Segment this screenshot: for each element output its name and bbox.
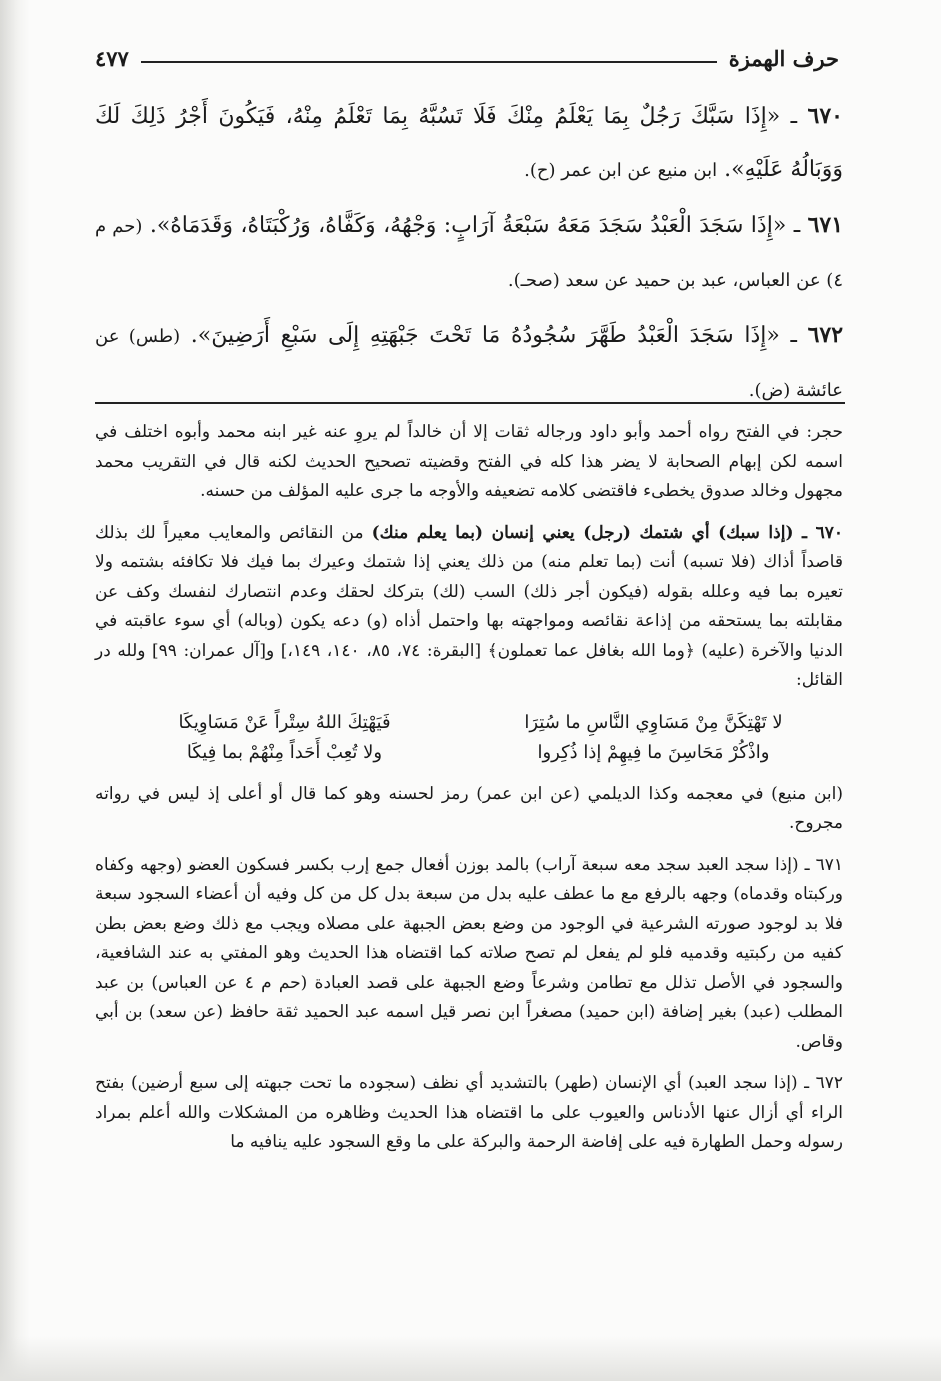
page-edge-shadow xyxy=(0,0,30,1381)
commentary-intro: حجر: في الفتح رواه أحمد وأبو داود ورجاله ثقات إلا أن خالداً لم يروِ عنه غير ابنه محمد وأبوه اختلف في اسمه لكن إبهام الصحابة لا يضر هذا كله في الفتح وقضيته تصحيح الحديث لكنه قال في التقريب محمد مجهول وخالد صدوق يخطىء فاقتضى كلامه تضعيفه والأوجه ما جرى عليه المؤلف من حسنه. xyxy=(95,422,843,501)
commentary-671: ٦٧١ ـ (إذا سجد العبد سجد معه سبعة آراب) بالمد بوزن أفعال جمع إرب بكسر فسكون العضو (وجهه وكفاه وركبتاه وقدماه) وجهه بالرفع مع ما عطف عليه بدل من سبعة بدل كل من كل وفيه أن أعضاء السجود سبعة فلا بد لوجود صورته الشرعية في الوجود من وضع بعض الجبهة على مصلاه ويجب مع ذلك وضع بعض بطن كفيه من ركبتيه وقدميه فلو لم يفعل لم تصح صلاته كما اقتضاه هذا الحديث وهو المفتي به عند الشافعية، والسجود في الأصل تذلل مع تطامن وشرعاً وضع الجبهة على قصد العبادة (حم م ٤ عن العباس) بن عبد المطلب (عبد) بغير إضافة (ابن حميد) مصغراً ابن نصر قيل اسمه عبد الحميد ثقة حافظ (عن سعد) بن أبي وقاص. xyxy=(95,854,843,1052)
hadith-text: «إِذَا سَجَدَ الْعَبْدُ سَجَدَ مَعَهُ سَبْعَةُ آرَابٍ: وَجْهُهُ، وَكَفَّاهُ، وَرُكْبَتَاهُ، وَقَدَمَاهُ». xyxy=(149,213,787,238)
hadith-number: ٦٧٠ xyxy=(807,103,843,129)
poem-verse: لا تَهْتِكَنَّ مِنْ مَسَاوِي النَّاسِ ما سُتِرَا xyxy=(524,711,783,733)
commentary-670 xyxy=(95,519,843,696)
commentary-body: من النقائص والمعايب معيراً لك بذلك قاصداً أذاك (فلا تسبه) أنت (بما تعلم منه) من ذلك يعني إذا شتمك وعيرك بما فيك فلا تكافئه بشتمه ولا تعيره بما فيه وعلله بقوله (فيكون أجر ذلك) السب (لك) بتركك لحقك وعدم انتصارك لنفسك وكف عن مقابلته بما يستحقه من إذاعة نقائصه ومواجهته بها واحتمل أذاه (و) دعه يكون (وباله) أي سوء عاقبته في الدنيا والآخرة (عليه) ﴿وما الله بغافل عما تعملون﴾ [البقرة: ٧٤، ٨٥، ١٤٠، ١٤٩،] و[آل عمران: ٩٩] ولله در القائل: xyxy=(95,522,844,690)
chapter-title: حرف الهمزة xyxy=(728,45,839,71)
commentary-lead: ٦٧٠ ـ (إذا سبك) أي شتمك (رجل) يعني إنسان (بما يعلم منك) xyxy=(371,522,843,543)
hadith-number: ٦٧١ xyxy=(807,212,844,238)
commentary-672: ٦٧٢ ـ (إذا سجد العبد) أي الإنسان (طهر) بالتشديد أي نظف (سجوده ما تحت جبهته إلى سبع أرضين) بفتح الراء أي أزال عنها الأدناس والعيوب على ما اقتضاه هذا الحديث وظاهره من المشكلات والله أعلم بمراد رسوله وحمل الطهارة فيه على إفاضة الرحمة والبركة على ما وقع السجود عليه ينافيه ما xyxy=(95,1073,843,1152)
hadith-670: ٦٧٠ ـ «إِذَا سَبَّكَ رَجُلٌ بِمَا يَعْلَمُ مِنْكَ فَلَا تَسُبَّهُ بِمَا تَعْلَمُ مِنْهُ، فَيَكُونَ أَجْرُ ذَلِكَ لَكَ وَوَبَالُهُ عَلَيْهِ». ابن منيع عن ابن عمر (ح). xyxy=(95,103,843,182)
page-number: ٤٧٧ xyxy=(95,45,129,71)
hadith-number: ٦٧٢ xyxy=(807,322,844,348)
hadith-section xyxy=(95,90,843,419)
hadith-text: «إِذَا سَجَدَ الْعَبْدُ طَهَّرَ سُجُودُهُ مَا تَحْتَ جَبْهَتِهِ إِلَى سَبْعِ أَرَضِينَ». xyxy=(190,323,780,348)
hadith-672: ٦٧٢ ـ «إِذَا سَجَدَ الْعَبْدُ طَهَّرَ سُجُودُهُ مَا تَحْتَ جَبْهَتِهِ إِلَى سَبْعِ أَرَضِينَ». (طس) عن عائشة (ض). xyxy=(95,322,844,401)
hadith-reference: (طس) عن عائشة (ض). xyxy=(95,326,843,401)
running-header xyxy=(95,38,839,78)
hadith-text: «إِذَا سَبَّكَ رَجُلٌ بِمَا يَعْلَمُ مِنْكَ فَلَا تَسُبَّهُ بِمَا تَعْلَمُ مِنْهُ، فَيَكُونَ أَجْرُ ذَلِكَ لَكَ وَوَبَالُهُ عَلَيْهِ». xyxy=(95,104,843,182)
hadith-671: ٦٧١ ـ «إِذَا سَجَدَ الْعَبْدُ سَجَدَ مَعَهُ سَبْعَةُ آرَابٍ: وَجْهُهُ، وَكَفَّاهُ، وَرُكْبَتَاهُ، وَقَدَمَاهُ». (حم م ٤) عن العباس، عبد بن حميد عن سعد (صحـ). xyxy=(95,212,844,291)
poem-verse: فَيَهْتِكَ اللهُ سِتْراً عَنْ مَسَاوِيكَا xyxy=(178,711,391,733)
poem-verse: واذْكُرْ مَحَاسِنَ ما فِيهِمْ إذا ذُكِروا xyxy=(537,741,770,763)
commentary-670-source: (ابن منيع) في معجمه وكذا الديلمي (عن ابن عمر) رمز لحسنه وهو كما قال أو أعلى إذ ليس في رواته مجروح. xyxy=(95,783,843,833)
hadith-reference: (حم م ٤) عن العباس، عبد بن حميد عن سعد (صحـ). xyxy=(95,216,843,291)
page-bottom-shadow xyxy=(0,1336,941,1381)
section-divider xyxy=(95,402,845,404)
poem-verse: ولا تُعِبْ أَحَداً مِنْهُمْ بما فِيكَا xyxy=(186,741,383,763)
hadith-reference: ابن منيع عن ابن عمر (ح). xyxy=(524,160,718,181)
poem xyxy=(115,708,823,768)
header-rule xyxy=(141,61,717,63)
commentary-section xyxy=(95,418,843,1170)
